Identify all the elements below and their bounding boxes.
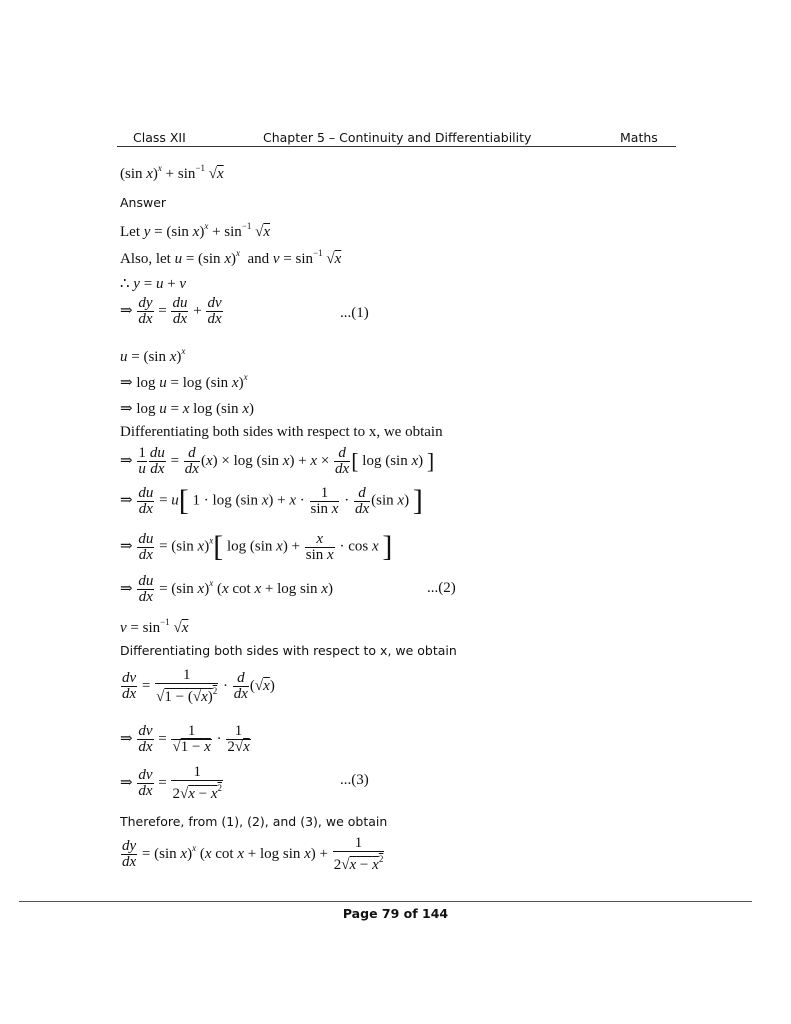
eq-tag-2: ...(2)	[427, 580, 456, 596]
dv-step-3: ⇒ $\frac{dv}{dx}$ = $\frac{1}{2√x - x^2}$	[120, 764, 223, 802]
let-y-line: Let y = (sin $x)^x + \sin^{-1} √x$	[120, 221, 271, 240]
y-sum-line: ∴ y = u + v	[120, 276, 187, 292]
diff-text-1: Differentiating both sides with respect to x, we obtain	[120, 424, 443, 440]
footer-rule	[19, 901, 752, 902]
dv-step-1: $\frac{dv}{dx}$ = $\frac{1}{√1 - (√x)^2}$ · $\frac{d}{dx}$ (√x)	[122, 667, 275, 705]
eq-tag-1: ...(1)	[340, 305, 369, 321]
v-def-line: $v = \sin^{-1} √x$	[120, 617, 189, 636]
log-u-line: ⇒ log u = log (sin x)$^x$	[120, 372, 248, 391]
question-expression: (sin $x)^x + \sin^{-1} √x$	[120, 163, 224, 182]
u-def-line: u = (sin x)$^x$	[120, 346, 186, 365]
du-step-2: ⇒ $\frac{du}{dx}$ = u[ 1 · log (sin x) + x · $\frac{1}{\text{sin x}}$ · $\frac{d}{dx}$ (sin x) ]	[120, 484, 423, 517]
subject-label: Maths	[620, 130, 658, 145]
header-rule	[117, 146, 676, 147]
let-u-v-line: Also, let u = (sin x)$^x$ and $v = \sin^{-1} √x$	[120, 248, 342, 267]
dy-dx-sum-line: ⇒ $\frac{dy}{dx}$ = $\frac{du}{dx}$ + $\frac{dv}{dx}$	[120, 295, 222, 327]
answer-label: Answer	[120, 195, 167, 210]
diff-text-2: Differentiating both sides with respect to x, we obtain	[120, 643, 457, 658]
du-step-1: ⇒ $\frac{1}{u}$ $\frac{du}{dx}$ = $\frac{d}{dx}$ (x) × log (sin x) + x × $\frac{d}{dx}$ [ log (sin x) ]	[120, 445, 435, 477]
page-number: Page 79 of 144	[342, 906, 449, 921]
log-u-simplified-line: ⇒ log u = x log (sin x)	[120, 401, 254, 417]
du-step-3: ⇒ $\frac{du}{dx}$ = (sin x)$^x$[ log (sin x) + $\frac{x}{\text{sin x}}$ · cos x ]	[120, 530, 393, 563]
dv-step-2: ⇒ $\frac{dv}{dx}$ = $\frac{1}{√1 - x}$ · $\frac{1}{2√x}$	[120, 723, 250, 755]
class-label: Class XII	[133, 130, 186, 145]
final-result: $\frac{dy}{dx}$ = (sin x)$^x$ (x cot x + log sin x) + $\frac{1}{2√x - x^2}$	[122, 835, 384, 873]
du-step-4: ⇒ $\frac{du}{dx}$ = (sin x)$^x$ (x cot x + log sin x)	[120, 573, 333, 605]
therefore-text: Therefore, from (1), (2), and (3), we obtain	[120, 814, 388, 829]
eq-tag-3: ...(3)	[340, 772, 369, 788]
chapter-label: Chapter 5 – Continuity and Differentiability	[263, 130, 532, 145]
